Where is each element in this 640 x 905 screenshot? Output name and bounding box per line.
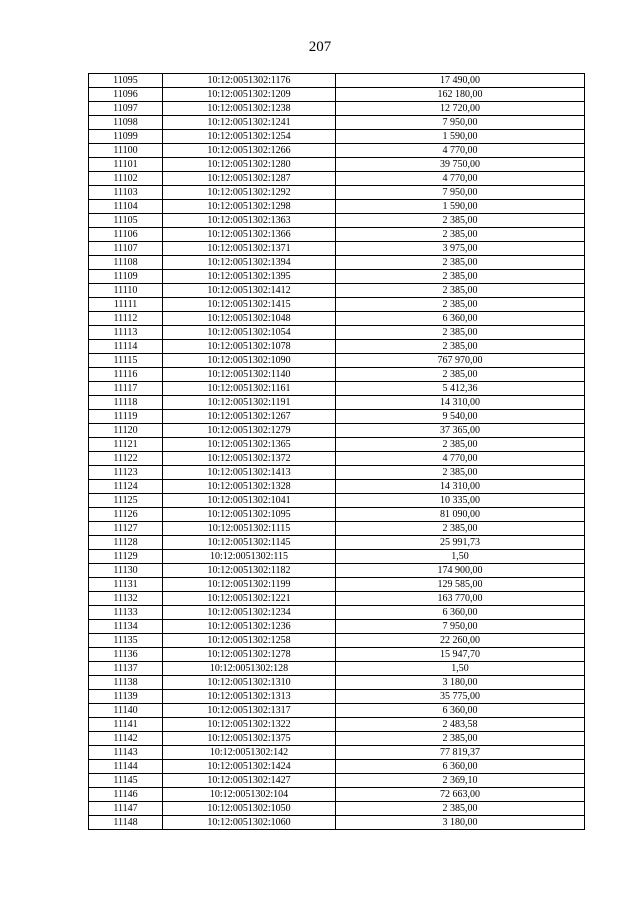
cadastral-number-cell: 10:12:0051302:1145 [163,536,336,550]
cadastral-number-cell: 10:12:0051302:1310 [163,676,336,690]
value-cell: 4 770,00 [336,144,585,158]
value-cell: 77 819,37 [336,746,585,760]
value-cell: 17 490,00 [336,74,585,88]
table-row [89,746,585,760]
value-cell: 2 385,00 [336,522,585,536]
row-number-cell: 11110 [89,284,163,298]
table-row [89,130,585,144]
row-number-cell: 11136 [89,648,163,662]
value-cell: 3 180,00 [336,816,585,830]
row-number-cell: 11106 [89,228,163,242]
table-row [89,284,585,298]
cadastral-number-cell: 10:12:0051302:1041 [163,494,336,508]
table-row [89,326,585,340]
table-row [89,774,585,788]
cadastral-number-cell: 10:12:0051302:1278 [163,648,336,662]
row-number-cell: 11130 [89,564,163,578]
table-row [89,228,585,242]
table-row [89,102,585,116]
value-cell: 6 360,00 [336,606,585,620]
value-cell: 163 770,00 [336,592,585,606]
value-cell: 3 180,00 [336,676,585,690]
row-number-cell: 11115 [89,354,163,368]
value-cell: 2 385,00 [336,340,585,354]
table-row [89,368,585,382]
table-row [89,256,585,270]
row-number-cell: 11111 [89,298,163,312]
table-row [89,424,585,438]
cadastral-number-cell: 10:12:0051302:1199 [163,578,336,592]
row-number-cell: 11108 [89,256,163,270]
row-number-cell: 11139 [89,690,163,704]
cadastral-number-cell: 10:12:0051302:1236 [163,620,336,634]
value-cell: 2 385,00 [336,214,585,228]
cadastral-number-cell: 10:12:0051302:1415 [163,298,336,312]
table-row [89,340,585,354]
cadastral-number-cell: 10:12:0051302:1375 [163,732,336,746]
value-cell: 72 663,00 [336,788,585,802]
table-row [89,578,585,592]
table-row [89,648,585,662]
row-number-cell: 11120 [89,424,163,438]
table-row [89,270,585,284]
value-cell: 14 310,00 [336,480,585,494]
cadastral-number-cell: 10:12:0051302:1238 [163,102,336,116]
row-number-cell: 11129 [89,550,163,564]
table-row [89,200,585,214]
value-cell: 2 385,00 [336,326,585,340]
value-cell: 3 975,00 [336,242,585,256]
row-number-cell: 11134 [89,620,163,634]
row-number-cell: 11117 [89,382,163,396]
row-number-cell: 11123 [89,466,163,480]
cadastral-number-cell: 10:12:0051302:1363 [163,214,336,228]
row-number-cell: 11148 [89,816,163,830]
row-number-cell: 11143 [89,746,163,760]
cadastral-number-cell: 10:12:0051302:1371 [163,242,336,256]
row-number-cell: 11132 [89,592,163,606]
cadastral-number-cell: 10:12:0051302:1292 [163,186,336,200]
table-row [89,536,585,550]
table-row [89,522,585,536]
table-body [89,74,585,830]
cadastral-number-cell: 10:12:0051302:1279 [163,424,336,438]
cadastral-number-cell: 10:12:0051302:1048 [163,312,336,326]
value-cell: 2 369,10 [336,774,585,788]
value-cell: 129 585,00 [336,578,585,592]
cadastral-number-cell: 10:12:0051302:1060 [163,816,336,830]
cadastral-number-cell: 10:12:0051302:1161 [163,382,336,396]
cadastral-number-cell: 10:12:0051302:1372 [163,452,336,466]
row-number-cell: 11138 [89,676,163,690]
table-row [89,788,585,802]
table-row [89,172,585,186]
value-cell: 37 365,00 [336,424,585,438]
cadastral-number-cell: 10:12:0051302:1267 [163,410,336,424]
cadastral-number-cell: 10:12:0051302:1140 [163,368,336,382]
value-cell: 7 950,00 [336,186,585,200]
value-cell: 5 412,36 [336,382,585,396]
row-number-cell: 11128 [89,536,163,550]
cadastral-number-cell: 10:12:0051302:1328 [163,480,336,494]
cadastral-number-cell: 10:12:0051302:142 [163,746,336,760]
row-number-cell: 11146 [89,788,163,802]
value-cell: 6 360,00 [336,704,585,718]
value-cell: 2 385,00 [336,270,585,284]
cadastral-number-cell: 10:12:0051302:104 [163,788,336,802]
cadastral-number-cell: 10:12:0051302:1090 [163,354,336,368]
value-cell: 22 260,00 [336,634,585,648]
row-number-cell: 11095 [89,74,163,88]
row-number-cell: 11131 [89,578,163,592]
row-number-cell: 11107 [89,242,163,256]
value-cell: 14 310,00 [336,396,585,410]
row-number-cell: 11097 [89,102,163,116]
value-cell: 1 590,00 [336,130,585,144]
cadastral-number-cell: 10:12:0051302:1176 [163,74,336,88]
cadastral-number-cell: 10:12:0051302:1050 [163,802,336,816]
row-number-cell: 11126 [89,508,163,522]
table-row [89,564,585,578]
table-row [89,438,585,452]
row-number-cell: 11144 [89,760,163,774]
value-cell: 2 385,00 [336,802,585,816]
cadastral-number-cell: 10:12:0051302:128 [163,662,336,676]
value-cell: 1,50 [336,550,585,564]
value-cell: 35 775,00 [336,690,585,704]
cadastral-number-cell: 10:12:0051302:1394 [163,256,336,270]
cadastral-number-cell: 10:12:0051302:1258 [163,634,336,648]
value-cell: 6 360,00 [336,312,585,326]
row-number-cell: 11142 [89,732,163,746]
table-row [89,550,585,564]
value-cell: 2 385,00 [336,298,585,312]
value-cell: 12 720,00 [336,102,585,116]
row-number-cell: 11098 [89,116,163,130]
table-row [89,802,585,816]
table-row [89,410,585,424]
cadastral-number-cell: 10:12:0051302:1366 [163,228,336,242]
table-row [89,718,585,732]
cadastral-number-cell: 10:12:0051302:1115 [163,522,336,536]
cadastral-number-cell: 10:12:0051302:1095 [163,508,336,522]
row-number-cell: 11101 [89,158,163,172]
table-row [89,354,585,368]
row-number-cell: 11116 [89,368,163,382]
row-number-cell: 11118 [89,396,163,410]
row-number-cell: 11145 [89,774,163,788]
row-number-cell: 11104 [89,200,163,214]
table-row [89,732,585,746]
table-row [89,116,585,130]
cadastral-number-cell: 10:12:0051302:1395 [163,270,336,284]
row-number-cell: 11137 [89,662,163,676]
cadastral-number-cell: 10:12:0051302:1078 [163,340,336,354]
row-number-cell: 11099 [89,130,163,144]
table-row [89,620,585,634]
cadastral-number-cell: 10:12:0051302:1191 [163,396,336,410]
value-cell: 25 991,73 [336,536,585,550]
value-cell: 2 483,58 [336,718,585,732]
row-number-cell: 11114 [89,340,163,354]
table-row [89,760,585,774]
cadastral-number-cell: 10:12:0051302:1234 [163,606,336,620]
table-row [89,214,585,228]
value-cell: 2 385,00 [336,466,585,480]
value-cell: 2 385,00 [336,732,585,746]
table-row [89,158,585,172]
value-cell: 4 770,00 [336,452,585,466]
cadastral-number-cell: 10:12:0051302:1317 [163,704,336,718]
row-number-cell: 11135 [89,634,163,648]
cadastral-value-table [88,73,585,830]
table-row [89,452,585,466]
cadastral-number-cell: 10:12:0051302:1209 [163,88,336,102]
value-cell: 39 750,00 [336,158,585,172]
row-number-cell: 11121 [89,438,163,452]
table-row [89,508,585,522]
cadastral-number-cell: 10:12:0051302:1287 [163,172,336,186]
table-row [89,242,585,256]
value-cell: 2 385,00 [336,368,585,382]
table-row [89,74,585,88]
value-cell: 7 950,00 [336,620,585,634]
cadastral-number-cell: 10:12:0051302:1413 [163,466,336,480]
table-row [89,690,585,704]
value-cell: 174 900,00 [336,564,585,578]
cadastral-number-cell: 10:12:0051302:1241 [163,116,336,130]
table-row [89,186,585,200]
row-number-cell: 11100 [89,144,163,158]
table-row [89,312,585,326]
row-number-cell: 11125 [89,494,163,508]
cadastral-number-cell: 10:12:0051302:1412 [163,284,336,298]
value-cell: 15 947,70 [336,648,585,662]
cadastral-number-cell: 10:12:0051302:1427 [163,774,336,788]
value-cell: 7 950,00 [336,116,585,130]
table-row [89,634,585,648]
cadastral-number-cell: 10:12:0051302:1313 [163,690,336,704]
row-number-cell: 11103 [89,186,163,200]
value-cell: 1,50 [336,662,585,676]
value-cell: 81 090,00 [336,508,585,522]
page-number: 207 [308,39,332,55]
table-row [89,494,585,508]
value-cell: 10 335,00 [336,494,585,508]
value-cell: 2 385,00 [336,284,585,298]
cadastral-number-cell: 10:12:0051302:1221 [163,592,336,606]
table-row [89,298,585,312]
value-cell: 6 360,00 [336,760,585,774]
row-number-cell: 11122 [89,452,163,466]
value-cell: 2 385,00 [336,228,585,242]
row-number-cell: 11124 [89,480,163,494]
row-number-cell: 11127 [89,522,163,536]
table-row [89,592,585,606]
row-number-cell: 11113 [89,326,163,340]
value-cell: 767 970,00 [336,354,585,368]
table-row [89,396,585,410]
row-number-cell: 11109 [89,270,163,284]
table-row [89,606,585,620]
row-number-cell: 11105 [89,214,163,228]
value-cell: 9 540,00 [336,410,585,424]
row-number-cell: 11112 [89,312,163,326]
row-number-cell: 11102 [89,172,163,186]
table-row [89,382,585,396]
cadastral-number-cell: 10:12:0051302:1182 [163,564,336,578]
value-cell: 162 180,00 [336,88,585,102]
cadastral-number-cell: 10:12:0051302:1054 [163,326,336,340]
row-number-cell: 11141 [89,718,163,732]
value-cell: 1 590,00 [336,200,585,214]
table-row [89,704,585,718]
cadastral-number-cell: 10:12:0051302:1254 [163,130,336,144]
value-cell: 2 385,00 [336,438,585,452]
table-row [89,816,585,830]
row-number-cell: 11147 [89,802,163,816]
cadastral-number-cell: 10:12:0051302:1298 [163,200,336,214]
row-number-cell: 11119 [89,410,163,424]
value-cell: 2 385,00 [336,256,585,270]
cadastral-number-cell: 10:12:0051302:1280 [163,158,336,172]
table-row [89,662,585,676]
cadastral-number-cell: 10:12:0051302:1322 [163,718,336,732]
value-cell: 4 770,00 [336,172,585,186]
row-number-cell: 11133 [89,606,163,620]
table-row [89,144,585,158]
cadastral-number-cell: 10:12:0051302:1266 [163,144,336,158]
table-row [89,676,585,690]
cadastral-number-cell: 10:12:0051302:1365 [163,438,336,452]
row-number-cell: 11140 [89,704,163,718]
table-row [89,466,585,480]
cadastral-number-cell: 10:12:0051302:115 [163,550,336,564]
table-row [89,88,585,102]
row-number-cell: 11096 [89,88,163,102]
table-row [89,480,585,494]
cadastral-number-cell: 10:12:0051302:1424 [163,760,336,774]
